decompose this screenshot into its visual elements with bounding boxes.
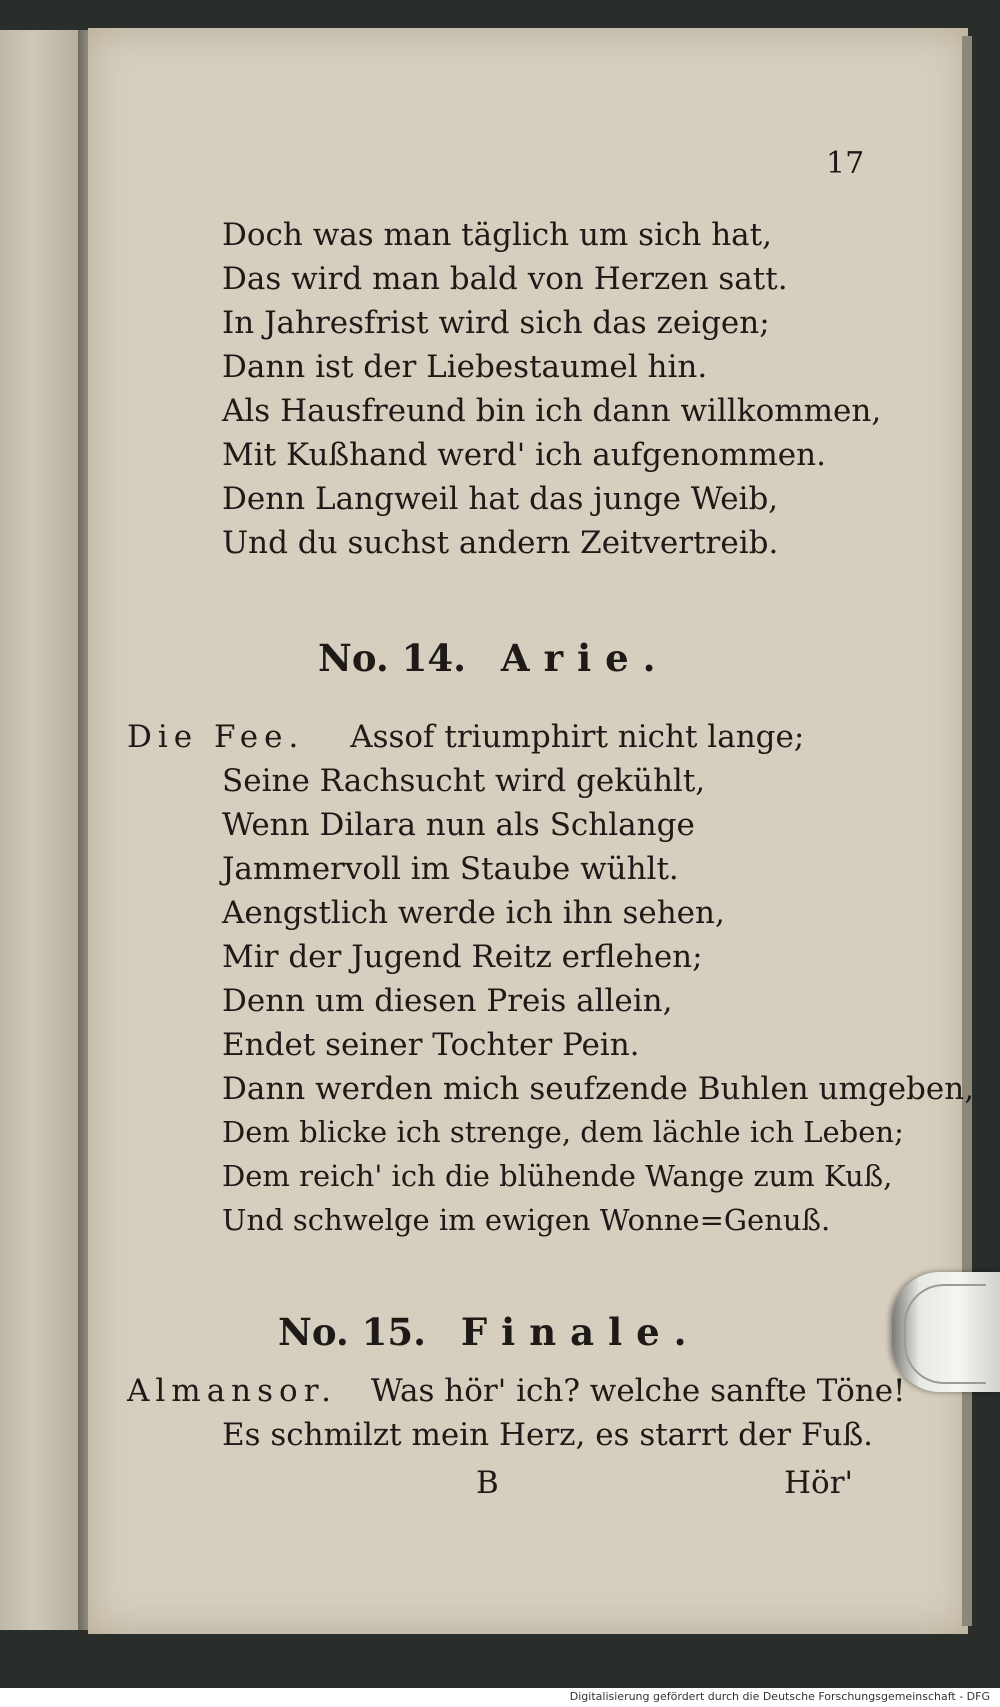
section-title: Finale. xyxy=(460,1310,701,1354)
verse-line: In Jahresfrist wird sich das zeigen; xyxy=(222,305,770,341)
verse-line: Das wird man bald von Herzen satt. xyxy=(222,261,788,297)
verse-line: Und du suchst andern Zeitvertreib. xyxy=(222,525,779,561)
verse-line: Seine Rachsucht wird gekühlt, xyxy=(222,763,706,799)
section-heading-no15 xyxy=(278,1310,701,1354)
verse-line: Endet seiner Tochter Pein. xyxy=(222,1027,640,1063)
section-number: No. 15. xyxy=(278,1310,426,1354)
catchword: Hör' xyxy=(784,1465,854,1501)
verse-line: Dann werden mich seufzende Buhlen umgeben, xyxy=(222,1071,975,1107)
section-heading-no14 xyxy=(318,636,670,680)
speaker-name: Die Fee. xyxy=(127,719,305,755)
verse-line: Was hör' ich? welche sanfte Töne! xyxy=(370,1373,906,1409)
section-number: No. 14. xyxy=(318,636,466,680)
verse-line: Jammervoll im Staube wühlt. xyxy=(222,851,679,887)
verse-line: Doch was man täglich um sich hat, xyxy=(222,217,772,253)
finale-first-line xyxy=(127,1373,906,1409)
footer-credit: Digitalisierung gefördert durch die Deutsche Forschungsgemeinschaft - DFG xyxy=(569,1690,990,1703)
verse-line: Aengstlich werde ich ihn sehen, xyxy=(222,895,725,931)
aria-first-line xyxy=(127,719,805,755)
verse-line: Denn Langweil hat das junge Weib, xyxy=(222,481,779,517)
signature-mark: B xyxy=(476,1465,499,1501)
verse-line: Dem blicke ich strenge, dem lächle ich Leben; xyxy=(222,1115,904,1149)
verse-line: Als Hausfreund bin ich dann willkommen, xyxy=(222,393,882,429)
verse-line: Dem reich' ich die blühende Wange zum Kuß, xyxy=(222,1159,893,1193)
verse-line: Wenn Dilara nun als Schlange xyxy=(222,807,695,843)
verse-line: Dann ist der Liebestaumel hin. xyxy=(222,349,708,385)
page-clip-inner xyxy=(904,1284,986,1384)
verse-line: Es schmilzt mein Herz, es starrt der Fuß. xyxy=(222,1417,874,1453)
section-title: Arie. xyxy=(500,636,670,680)
verse-line: Mit Kußhand werd' ich aufgenommen. xyxy=(222,437,826,473)
facing-page-edge xyxy=(0,30,85,1630)
verse-line: Denn um diesen Preis allein, xyxy=(222,983,673,1019)
page-clip xyxy=(892,1272,1000,1392)
verse-line: Assof triumphirt nicht lange; xyxy=(350,719,805,755)
verse-line: Und schwelge im ewigen Wonne=Genuß. xyxy=(222,1203,831,1237)
speaker-name: Almansor. xyxy=(127,1373,337,1409)
page-number: 17 xyxy=(826,146,865,181)
verse-line: Mir der Jugend Reitz erflehen; xyxy=(222,939,703,975)
